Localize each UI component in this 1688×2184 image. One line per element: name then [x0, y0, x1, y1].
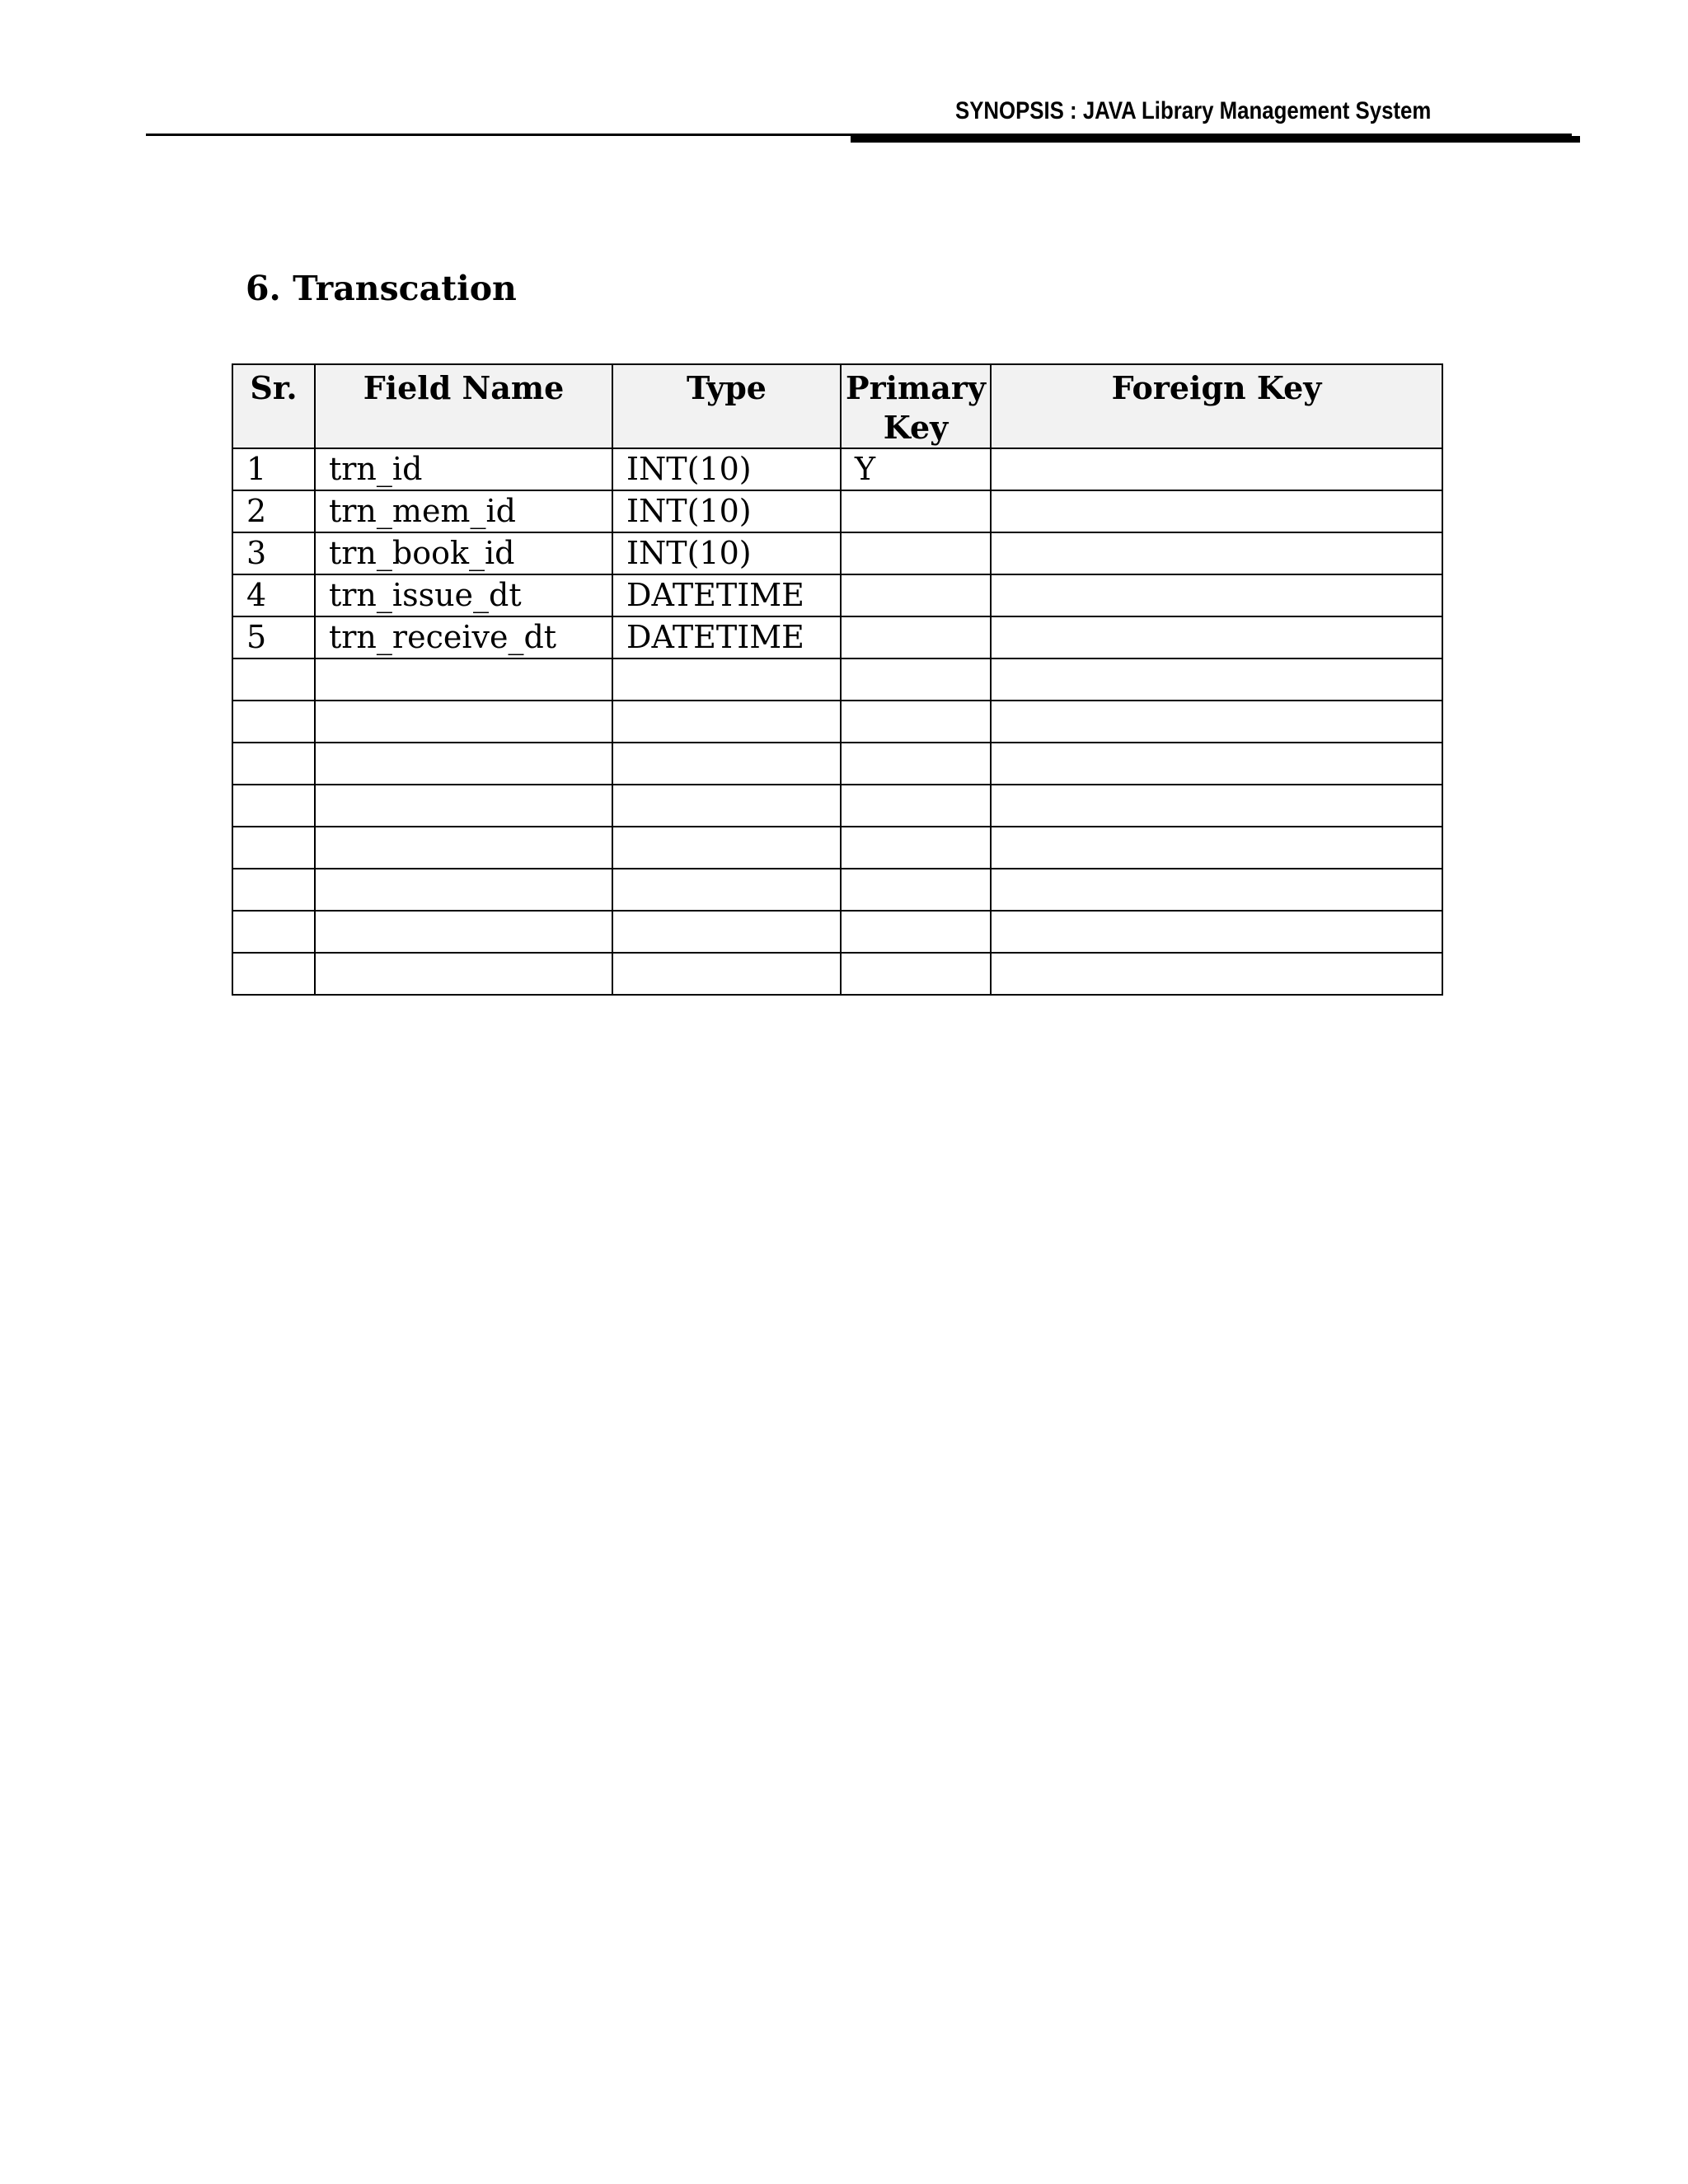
cell-type — [612, 701, 841, 743]
cell-sr: 2 — [232, 490, 315, 532]
cell-sr — [232, 869, 315, 911]
cell-sr — [232, 701, 315, 743]
table-row — [232, 701, 1442, 743]
cell-field-name: trn_issue_dt — [315, 574, 612, 616]
cell-sr: 3 — [232, 532, 315, 574]
cell-type — [612, 743, 841, 785]
table-row — [232, 658, 1442, 701]
table-row — [232, 911, 1442, 953]
header-rule-thick — [851, 136, 1580, 143]
cell-field-name: trn_receive_dt — [315, 616, 612, 658]
cell-primary-key: Y — [841, 448, 991, 490]
cell-type: INT(10) — [612, 532, 841, 574]
cell-field-name: trn_book_id — [315, 532, 612, 574]
cell-foreign-key — [991, 448, 1442, 490]
cell-sr — [232, 911, 315, 953]
section-title: 6. Transcation — [246, 269, 517, 308]
table-body — [232, 448, 1442, 995]
cell-foreign-key — [991, 743, 1442, 785]
cell-foreign-key — [991, 785, 1442, 827]
cell-field-name — [315, 911, 612, 953]
table-row — [232, 953, 1442, 995]
cell-sr: 5 — [232, 616, 315, 658]
cell-type — [612, 953, 841, 995]
cell-field-name: trn_id — [315, 448, 612, 490]
cell-foreign-key — [991, 616, 1442, 658]
cell-primary-key — [841, 869, 991, 911]
cell-primary-key — [841, 658, 991, 701]
cell-sr: 4 — [232, 574, 315, 616]
cell-primary-key — [841, 953, 991, 995]
cell-foreign-key — [991, 658, 1442, 701]
table-row — [232, 743, 1442, 785]
cell-sr: 1 — [232, 448, 315, 490]
cell-type — [612, 911, 841, 953]
cell-primary-key — [841, 616, 991, 658]
cell-primary-key — [841, 743, 991, 785]
cell-sr — [232, 658, 315, 701]
table-row — [232, 869, 1442, 911]
table-row — [232, 616, 1442, 658]
cell-type: INT(10) — [612, 448, 841, 490]
column-header-primary-key: Primary Key — [841, 364, 991, 448]
cell-field-name — [315, 658, 612, 701]
cell-foreign-key — [991, 869, 1442, 911]
cell-foreign-key — [991, 827, 1442, 869]
cell-type: DATETIME — [612, 574, 841, 616]
cell-field-name — [315, 869, 612, 911]
cell-primary-key — [841, 911, 991, 953]
table-row — [232, 532, 1442, 574]
cell-foreign-key — [991, 701, 1442, 743]
cell-field-name — [315, 701, 612, 743]
cell-foreign-key — [991, 574, 1442, 616]
cell-field-name: trn_mem_id — [315, 490, 612, 532]
cell-foreign-key — [991, 911, 1442, 953]
table-row — [232, 448, 1442, 490]
cell-type — [612, 658, 841, 701]
schema-table — [232, 363, 1443, 996]
column-header-sr: Sr. — [232, 364, 315, 448]
cell-field-name — [315, 953, 612, 995]
cell-foreign-key — [991, 532, 1442, 574]
cell-foreign-key — [991, 490, 1442, 532]
cell-primary-key — [841, 701, 991, 743]
column-header-type: Type — [612, 364, 841, 448]
cell-sr — [232, 785, 315, 827]
header-title: SYNOPSIS : JAVA Library Management System — [954, 97, 1431, 124]
table-row — [232, 574, 1442, 616]
cell-type — [612, 785, 841, 827]
table-row — [232, 827, 1442, 869]
cell-type — [612, 869, 841, 911]
cell-field-name — [315, 743, 612, 785]
cell-primary-key — [841, 827, 991, 869]
column-header-field-name: Field Name — [315, 364, 612, 448]
cell-sr — [232, 827, 315, 869]
table-header-row — [232, 364, 1442, 448]
cell-type: DATETIME — [612, 616, 841, 658]
cell-type — [612, 827, 841, 869]
table-row — [232, 490, 1442, 532]
cell-primary-key — [841, 490, 991, 532]
cell-primary-key — [841, 532, 991, 574]
cell-field-name — [315, 785, 612, 827]
page-header — [0, 0, 1688, 148]
column-header-foreign-key: Foreign Key — [991, 364, 1442, 448]
cell-primary-key — [841, 785, 991, 827]
cell-primary-key — [841, 574, 991, 616]
cell-field-name — [315, 827, 612, 869]
cell-sr — [232, 953, 315, 995]
cell-sr — [232, 743, 315, 785]
table-row — [232, 785, 1442, 827]
cell-type: INT(10) — [612, 490, 841, 532]
cell-foreign-key — [991, 953, 1442, 995]
